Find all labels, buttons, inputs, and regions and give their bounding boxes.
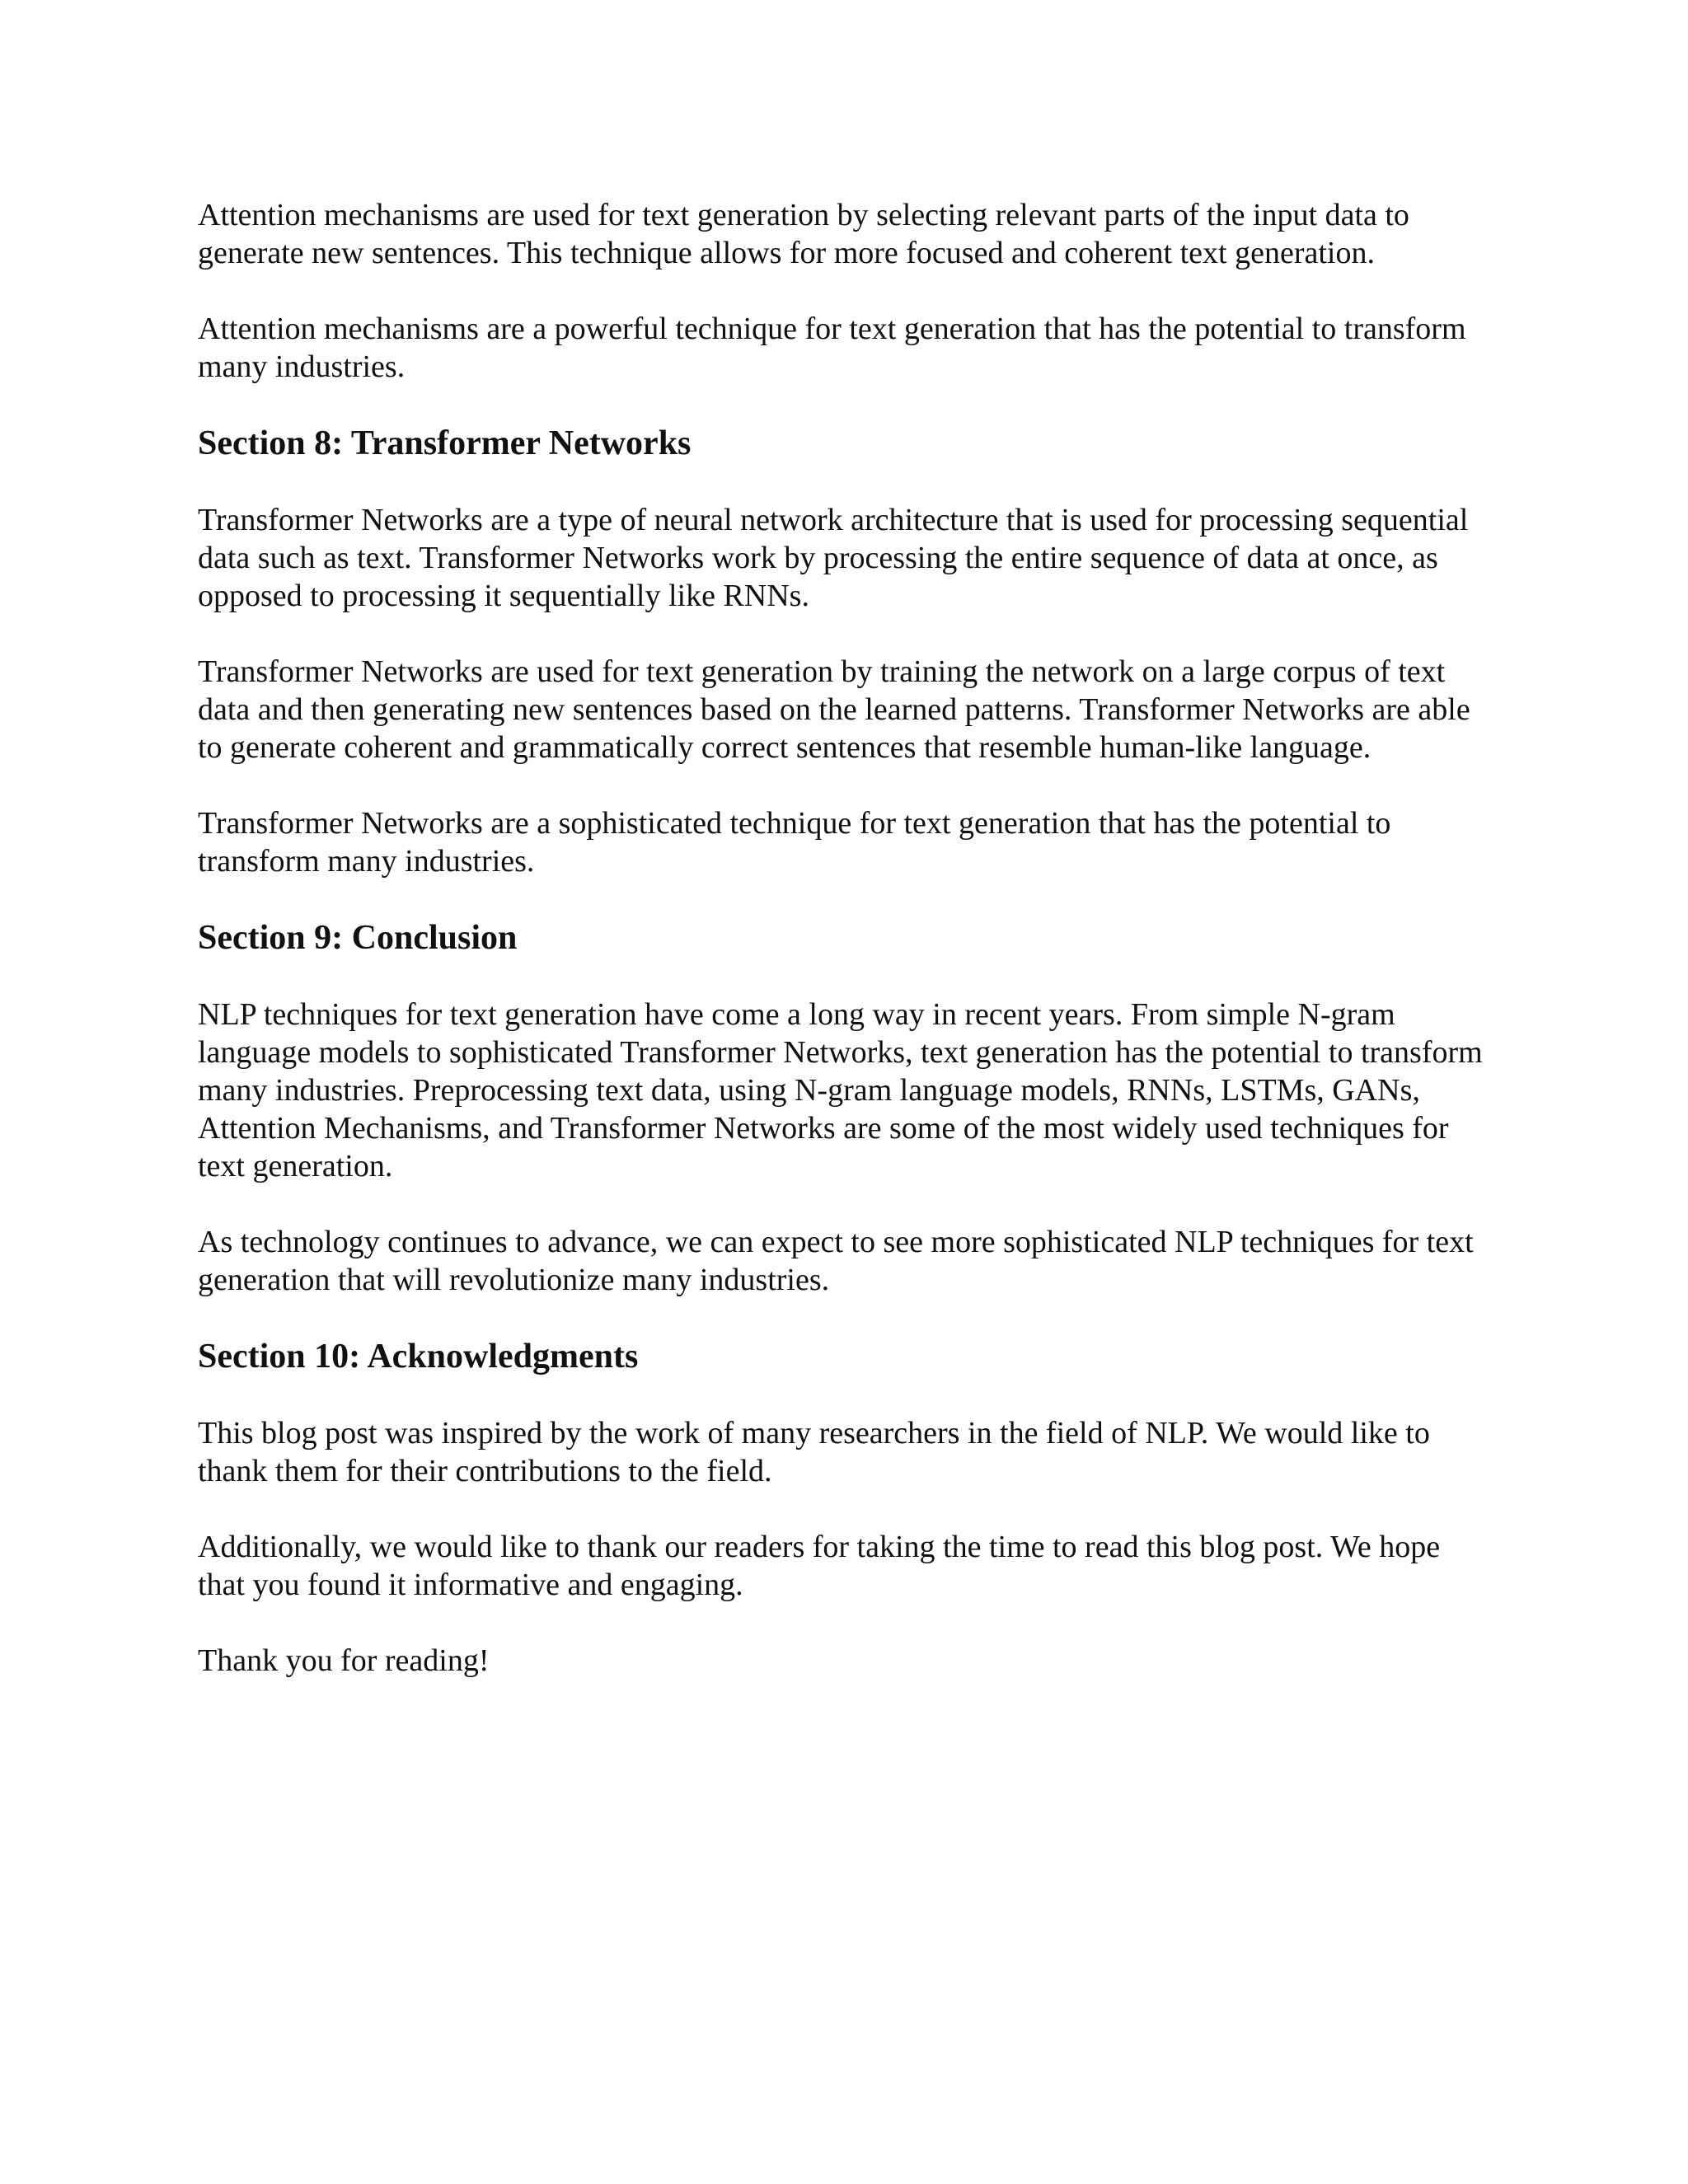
paragraph-future: As technology continues to advance, we can expect to see more sophisticated NLP techniques for text generation that will revolutionize many industries. (198, 1225, 1474, 1297)
paragraph-conclusion: NLP techniques for text generation have come a long way in recent years. From simple N-gram language models to sophisticated Transformer Networks, text generation has the potential to transform many industries. Preprocessing text data, using N-gram language models, RNNs, LSTMs, GANs, Attention Mechanisms, and Transformer Networks are some of the most widely used techniques for text generation. (198, 997, 1483, 1183)
paragraph-closing: Thank you for reading! (198, 1643, 490, 1678)
paragraph-acknowledgment-researchers: This blog post was inspired by the work of many researchers in the field of NLP. We would like to thank them for their contributions to the field. (198, 1416, 1430, 1488)
paragraph-attention-summary: Attention mechanisms are a powerful technique for text generation that has the potential to transform many industries. (198, 312, 1466, 384)
heading-section-8: Section 8: Transformer Networks (198, 424, 692, 462)
paragraph-attention-usage: Attention mechanisms are used for text generation by selecting relevant parts of the input data to generate new sentences. This technique allows for more focused and coherent text generation. (198, 198, 1409, 270)
paragraph-transformer-intro: Transformer Networks are a type of neural network architecture that is used for processing sequential data such as text. Transformer Networks work by processing the entire sequence of data at once, as opposed to processing it sequentially like RNNs. (198, 503, 1469, 613)
heading-section-9: Section 9: Conclusion (198, 919, 518, 957)
paragraph-transformer-usage: Transformer Networks are used for text generation by training the network on a large corpus of text data and then generating new sentences based on the learned patterns. Transformer Networks are able to generate coherent and grammatically correct sentences that resemble human-like language. (198, 654, 1470, 765)
paragraph-transformer-summary: Transformer Networks are a sophisticated technique for text generation that has the potential to transform many industries. (198, 806, 1391, 879)
document-body (198, 196, 1484, 1718)
heading-section-10: Section 10: Acknowledgments (198, 1338, 639, 1376)
paragraph-acknowledgment-readers: Additionally, we would like to thank our readers for taking the time to read this blog post. We hope that you found it informative and engaging. (198, 1530, 1441, 1602)
